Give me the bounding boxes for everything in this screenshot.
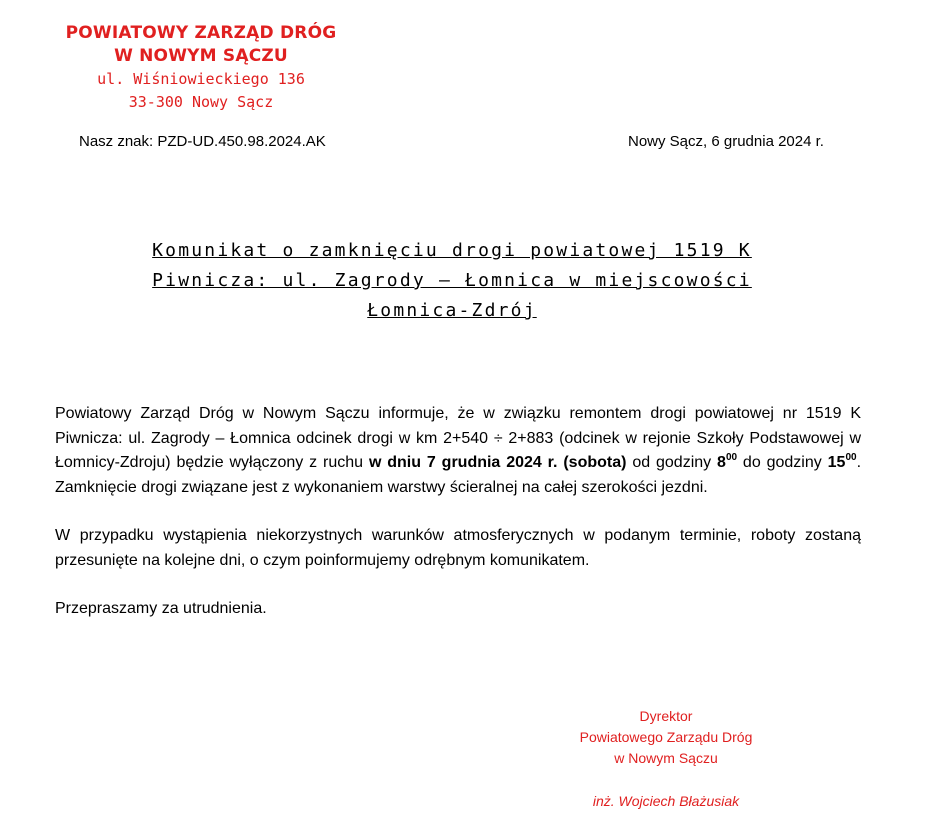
document-date: Nowy Sącz, 6 grudnia 2024 r. — [628, 133, 824, 150]
end-time — [828, 454, 857, 471]
start-time — [717, 454, 737, 471]
p1-text-b: od godziny — [626, 454, 718, 471]
org-name-line2: W NOWYM SĄCZU — [114, 46, 288, 66]
letterhead — [60, 22, 342, 114]
title-line2: Piwnicza: ul. Zagrody – Łomnica w miejscowości — [152, 270, 752, 291]
org-name-line1: POWIATOWY ZARZĄD DRÓG — [65, 23, 337, 43]
end-minutes: 00 — [845, 452, 857, 463]
end-hour: 15 — [827, 454, 846, 471]
reference-number: Nasz znak: PZD-UD.450.98.2024.AK — [79, 133, 326, 150]
p1-text-c: do godziny — [737, 454, 828, 471]
signature-org1: Powiatowego Zarządu Dróg — [579, 729, 753, 745]
p1-text-a: Powiatowy Zarząd Dróg w Nowym Sączu informuje, że w związku remontem drogi powiatowej nr 1519 K Piwnicza: ul. Zagrody – Łomnica odcinek drogi w km 2+540 ÷ 2+883 (odcinek w rejonie Szkoły Podstawowej w Łomnicy-Zdroju) będzie wyłączony z ruchu — [55, 405, 861, 471]
org-street: ul. Wiśniowieckiego 136 — [97, 70, 305, 88]
title-line1: Komunikat o zamknięciu drogi powiatowej 1519 K — [152, 240, 752, 261]
start-minutes: 00 — [725, 452, 738, 463]
signature-name: inż. Wojciech Błażusiak — [592, 793, 740, 809]
paragraph-1 — [55, 402, 861, 500]
document-title — [70, 236, 834, 326]
p1-text-d: . Zamknięcie drogi związane jest z wykonaniem warstwy ścieralnej na całej szerokości jezdni. — [55, 454, 862, 496]
signature-org2: w Nowym Sączu — [614, 750, 718, 766]
title-line3: Łomnica-Zdrój — [367, 300, 537, 321]
signature-role: Dyrektor — [639, 708, 693, 724]
org-city: 33-300 Nowy Sącz — [128, 93, 274, 111]
start-hour: 8 — [717, 454, 726, 471]
paragraph-3: Przepraszamy za utrudnienia. — [55, 600, 267, 617]
p1-closure-date: w dniu 7 grudnia 2024 r. (sobota) — [368, 454, 627, 471]
document-body — [55, 402, 861, 622]
signature-block — [556, 706, 776, 812]
paragraph-2: W przypadku wystąpienia niekorzystnych warunków atmosferycznych w podanym terminie, roboty zostaną przesunięte na kolejne dni, o czym poinformujemy odrębnym komunikatem. — [55, 527, 861, 569]
